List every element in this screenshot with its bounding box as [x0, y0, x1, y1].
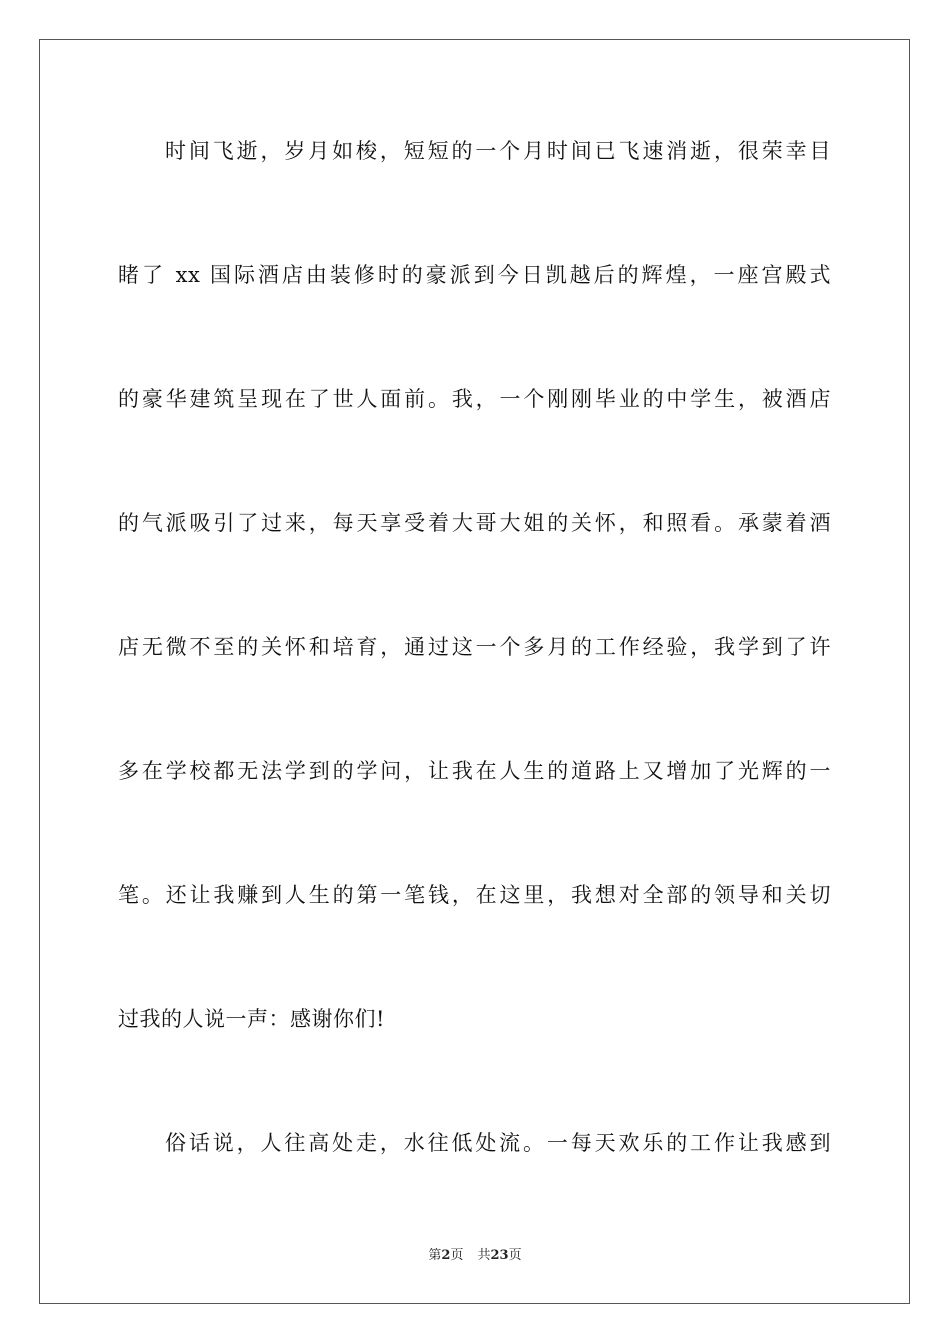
page-label-prefix: 第: [428, 1248, 442, 1263]
paragraph-line: 时间飞逝，岁月如梭，短短的一个月时间已飞速消逝，很荣幸目: [165, 139, 831, 163]
page-label-suffix: 页: [450, 1248, 464, 1263]
total-label-prefix: 共: [477, 1248, 491, 1263]
page-number: 2: [441, 1248, 451, 1263]
page-footer: [0, 1247, 950, 1265]
paragraph-line: 的气派吸引了过来，每天享受着大哥大姐的关怀，和照看。承蒙着酒: [118, 511, 831, 535]
paragraph-line: 的豪华建筑呈现在了世人面前。我，一个刚刚毕业的中学生，被酒店: [118, 387, 831, 411]
paragraph-line: 多在学校都无法学到的学问，让我在人生的道路上又增加了光辉的一: [118, 759, 831, 783]
total-label-suffix: 页: [508, 1248, 522, 1263]
paragraph-line: 睹了 xx 国际酒店由装修时的豪派到今日凯越后的辉煌，一座宫殿式: [118, 263, 831, 287]
page-border: [39, 39, 910, 1304]
paragraph-line: 过我的人说一声：感谢你们!: [118, 1007, 385, 1031]
paragraph-line: 笔。还让我赚到人生的第一笔钱，在这里，我想对全部的领导和关切: [118, 883, 831, 907]
total-pages: 23: [490, 1248, 509, 1263]
paragraph-line: 店无微不至的关怀和培育，通过这一个多月的工作经验，我学到了许: [118, 635, 831, 659]
paragraph-line: 俗话说，人往高处走，水往低处流。一每天欢乐的工作让我感到: [165, 1131, 831, 1155]
